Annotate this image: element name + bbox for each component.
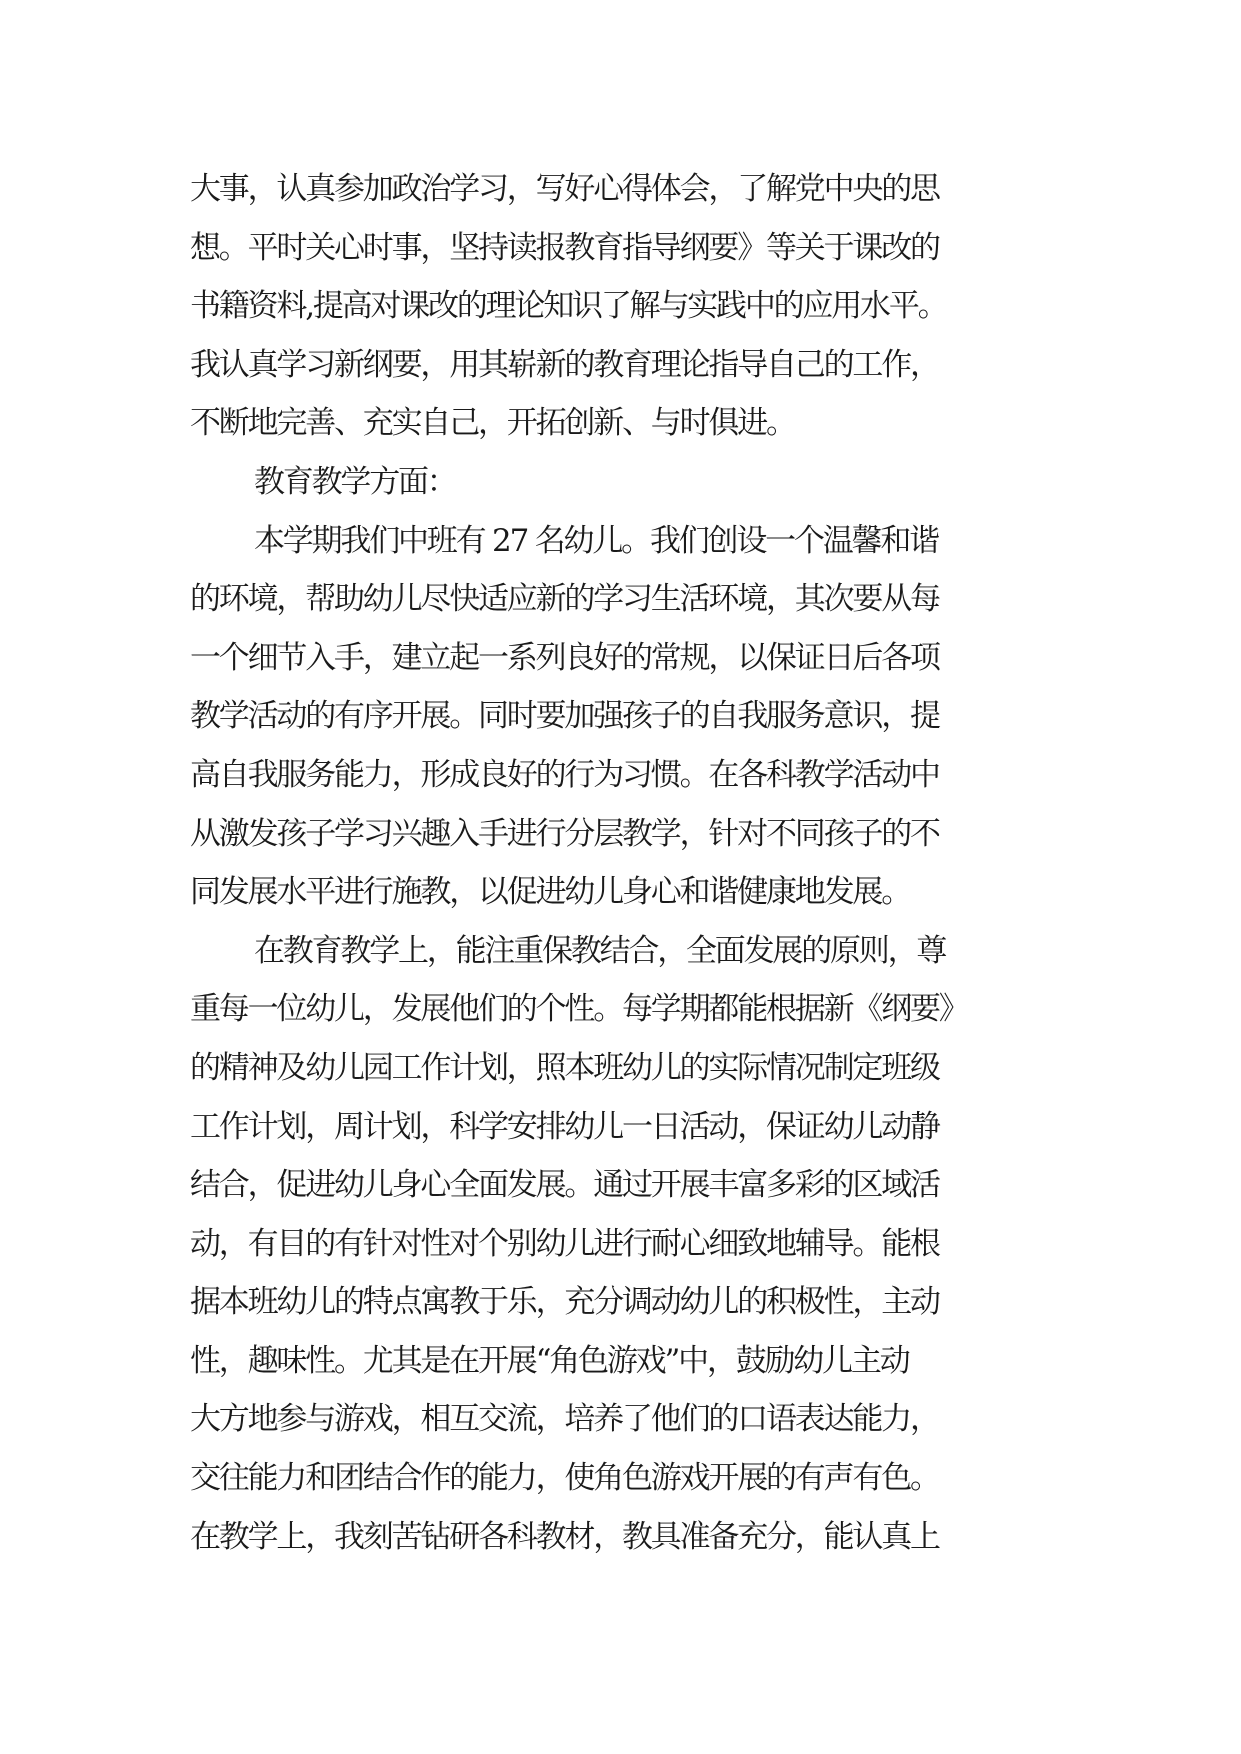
text-line: 想。平时关心时事，坚持读报教育指导纲要》等关于课改的 [190, 229, 939, 266]
text-line: 同发展水平进行施教，以促进幼儿身心和谐健康地发展。 [190, 874, 910, 911]
document-body [190, 160, 1090, 1566]
text-line: 大方地参与游戏，相互交流，培养了他们的口语表达能力， [190, 1401, 939, 1438]
text-line: 从激发孩子学习兴趣入手进行分层教学，针对不同孩子的不 [190, 815, 939, 852]
text-line: 教学活动的有序开展。同时要加强孩子的自我服务意识，提 [190, 698, 939, 735]
text-line: 结合，促进幼儿身心全面发展。通过开展丰富多彩的区域活 [190, 1167, 939, 1204]
text-line: 一个细节入手，建立起一系列良好的常规，以保证日后各项 [190, 639, 939, 676]
text-line: 的环境，帮助幼儿尽快适应新的学习生活环境，其次要从每 [190, 581, 939, 618]
text-line: 在教育教学上，能注重保教结合，全面发展的原则，尊 [254, 932, 946, 969]
text-line: 性，趣味性。尤其是在开展“角色游戏”中，鼓励幼儿主动 [190, 1342, 909, 1379]
text-line: 本学期我们中班有 27 名幼儿。我们创设一个温馨和谐 [254, 522, 938, 559]
text-line: 在教学上，我刻苦钻研各科教材，教具准备充分，能认真上 [190, 1518, 939, 1555]
text-line: 工作计划，周计划，科学安排幼儿一日活动，保证幼儿动静 [190, 1108, 939, 1145]
text-line: 交往能力和团结合作的能力，使角色游戏开展的有声有色。 [190, 1460, 939, 1497]
text-line: 教育教学方面： [254, 463, 456, 500]
text-line: 动，有目的有针对性对个别幼儿进行耐心细致地辅导。能根 [190, 1225, 939, 1262]
text-line: 大事，认真参加政治学习，写好心得体会，了解党中央的思 [190, 171, 939, 207]
text-line: 我认真学习新纲要，用其崭新的教育理论指导自己的工作， [190, 346, 939, 383]
text-line: 不断地完善、充实自己，开拓创新、与时俱进。 [190, 405, 795, 442]
text-line: 书籍资料,提高对课改的理论知识了解与实践中的应用水平。 [190, 288, 947, 325]
text-line: 据本班幼儿的特点寓教于乐，充分调动幼儿的积极性，主动 [190, 1284, 939, 1321]
text-line: 的精神及幼儿园工作计划，照本班幼儿的实际情况制定班级 [190, 1049, 939, 1086]
text-line: 重每一位幼儿，发展他们的个性。每学期都能根据新《纲要》 [190, 991, 968, 1028]
text-line: 高自我服务能力，形成良好的行为习惯。在各科教学活动中 [190, 756, 939, 793]
